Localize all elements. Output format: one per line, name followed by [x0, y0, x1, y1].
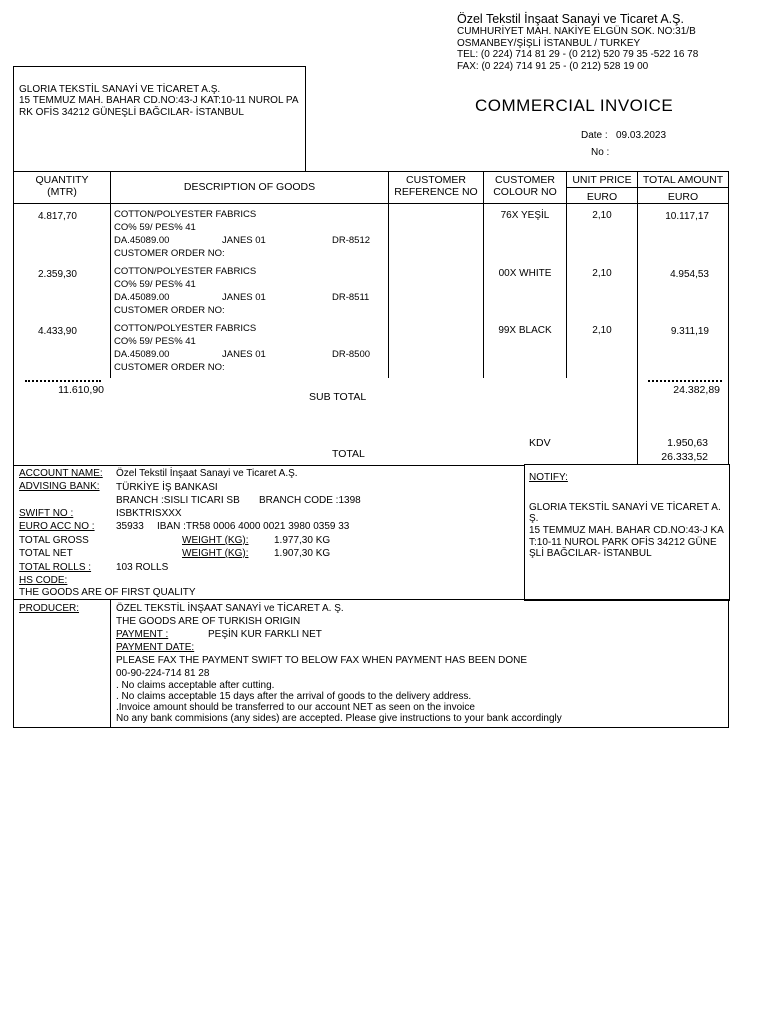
swift-label: SWIFT NO :: [19, 508, 74, 519]
item-unit-price: 2,10: [592, 325, 612, 336]
item-dr: DR-8511: [332, 292, 370, 303]
euro-subheader-line: [567, 187, 728, 188]
header-colour: CUSTOMER: [495, 174, 555, 186]
seller-tel: TEL: (0 224) 714 81 29 - (0 212) 520 79 35 -522 16 78: [457, 49, 699, 60]
item-quantity: 4.433,90: [38, 326, 77, 337]
item-unit-price: 2,10: [592, 268, 612, 279]
branch: BRANCH :SISLI TICARI SB: [116, 495, 240, 506]
item-unit-price: 2,10: [592, 210, 612, 221]
header-colour-2: COLOUR NO: [493, 186, 557, 198]
buyer-line-3: RK OFİS 34212 GÜNEŞLİ BAĞCILAR- İSTANBUL: [19, 107, 244, 118]
gross-weight-label: WEIGHT (KG):: [182, 535, 249, 546]
header-total-amount: TOTAL AMOUNT: [642, 174, 724, 186]
item-total: 10.117,17: [665, 211, 709, 222]
total-net-label: TOTAL NET: [19, 548, 73, 559]
notify-line-4: T:10-11 NUROL PARK OFİS 34212 GÜNE: [529, 537, 717, 548]
table-right-border: [728, 171, 729, 465]
gross-weight: 1.977,30 KG: [274, 535, 331, 546]
account-name: Özel Tekstil İnşaat Sanayi ve Ticaret A.Ş.: [116, 468, 298, 479]
total-rolls-label: TOTAL ROLLS :: [19, 562, 92, 573]
hs-code-label: HS CODE:: [19, 575, 68, 586]
account-no: 35933: [116, 521, 144, 532]
iban: IBAN :TR58 0006 4000 0021 3980 0359 33: [157, 521, 350, 532]
item-total: 9.311,19: [670, 326, 709, 337]
item-dr: DR-8512: [332, 235, 371, 246]
payment-label: PAYMENT :: [116, 629, 169, 640]
col-divider-qty: [110, 171, 111, 378]
header-unit-currency: EURO: [586, 191, 618, 203]
table-top-border: [13, 171, 729, 172]
buyer-line-2: 15 TEMMUZ MAH. BAHAR CD.NO:43-J KAT:10-11 NUROL PA: [19, 95, 299, 106]
details-left-border: [13, 465, 14, 727]
notify-line-5: ŞLİ BAĞCILAR- İSTANBUL: [529, 548, 652, 559]
header-reference: CUSTOMER: [406, 174, 466, 186]
advising-bank-label: ADVISING BANK:: [19, 481, 100, 492]
origin-note: THE GOODS ARE OF TURKISH ORIGIN: [116, 616, 301, 627]
fax-number: 00-90-224-714 81 28: [116, 668, 210, 679]
item-composition: CO% 59/ PES% 41: [114, 336, 196, 347]
header-total-currency: EURO: [667, 191, 699, 203]
item-colour: 00X WHITE: [498, 268, 552, 279]
notify-line-3: 15 TEMMUZ MAH. BAHAR CD.NO:43-J KA: [529, 525, 724, 536]
item-code: DA.45089.00: [114, 235, 170, 246]
net-weight: 1.907,30 KG: [274, 548, 331, 559]
notify-line-1: GLORIA TEKSTİL SANAYİ VE TİCARET A.: [529, 502, 721, 513]
total-label: TOTAL: [332, 448, 365, 460]
producer-label: PRODUCER:: [19, 603, 80, 614]
kdv-amount: 1.950,63: [667, 437, 708, 449]
amount-dotted-rule: [648, 380, 722, 382]
kdv-label: KDV: [529, 437, 551, 449]
subtotal-label: SUB TOTAL: [309, 391, 367, 403]
item-colour: 99X BLACK: [498, 325, 552, 336]
claims-note-2: . No claims acceptable 15 days after the arrival of goods to the delivery address.: [116, 691, 472, 702]
item-janes: JANES 01: [222, 235, 266, 246]
bank-commission-note: No any bank commisions (any sides) are accepted. Please give instructions to your bank accordingly: [116, 713, 562, 724]
seller-name: Özel Tekstil İnşaat Sanayi ve Ticaret A.Ş.: [457, 12, 684, 26]
item-janes: JANES 01: [222, 349, 266, 360]
item-order: CUSTOMER ORDER NO:: [114, 248, 225, 259]
item-dr: DR-8500: [332, 349, 371, 360]
qty-dotted-rule: [25, 380, 101, 382]
item-description: COTTON/POLYESTER FABRICS: [114, 266, 257, 277]
table-header-bottom: [13, 203, 729, 204]
item-quantity: 2.359,30: [38, 269, 77, 280]
item-code: DA.45089.00: [114, 349, 170, 360]
seller-address-1: CUMHURİYET MAH. NAKİYE ELGÜN SOK. NO:31/B: [457, 26, 696, 37]
seller-address-2: OSMANBEY/ŞİŞLİ İSTANBUL / TURKEY: [457, 38, 641, 49]
total-gross-label: TOTAL GROSS: [19, 535, 89, 546]
total-rolls: 103 ROLLS: [116, 562, 169, 573]
header-reference-2: REFERENCE NO: [394, 186, 478, 198]
quality-note: THE GOODS ARE OF FIRST QUALITY: [19, 587, 196, 598]
col-divider-desc: [388, 171, 389, 378]
total-amount: 26.333,52: [661, 451, 708, 463]
date-label: Date :: [581, 130, 608, 141]
notify-line-2: Ş.: [529, 513, 539, 524]
invoice-title: COMMERCIAL INVOICE: [475, 96, 674, 115]
item-colour: 76X YEŞİL: [500, 210, 550, 221]
item-description: COTTON/POLYESTER FABRICS: [114, 209, 257, 220]
item-janes: JANES 01: [222, 292, 266, 303]
item-total: 4.954,53: [670, 269, 709, 280]
item-order: CUSTOMER ORDER NO:: [114, 305, 225, 316]
details-divider: [110, 599, 111, 727]
buyer-line-1: GLORIA TEKSTİL SANAYİ VE TİCARET A.Ş.: [19, 84, 221, 95]
payment-terms: PEŞİN KUR FARKLI NET: [208, 629, 322, 640]
item-composition: CO% 59/ PES% 41: [114, 222, 196, 233]
branch-code: BRANCH CODE :1398: [259, 495, 361, 506]
subtotal-amount: 24.382,89: [673, 384, 720, 396]
account-name-label: ACCOUNT NAME:: [19, 468, 103, 479]
producer-name: ÖZEL TEKSTİL İNŞAAT SANAYİ ve TİCARET A. Ş.: [116, 603, 344, 614]
header-unit-price: UNIT PRICE: [572, 174, 632, 186]
bank-name: TÜRKİYE İŞ BANKASI: [116, 482, 218, 493]
seller-fax: FAX: (0 224) 714 91 25 - (0 212) 528 19 00: [457, 61, 649, 72]
item-description: COTTON/POLYESTER FABRICS: [114, 323, 257, 334]
table-left-border: [13, 171, 14, 465]
item-code: DA.45089.00: [114, 292, 170, 303]
details-top-line: [13, 465, 525, 466]
transfer-note: .Invoice amount should be transferred to our account NET as seen on the invoice: [116, 702, 475, 713]
notify-label: NOTIFY:: [529, 472, 568, 483]
item-order: CUSTOMER ORDER NO:: [114, 362, 225, 373]
swift-no: ISBKTRISXXX: [116, 508, 182, 519]
invoice-date: 09.03.2023: [616, 130, 667, 141]
euro-acc-label: EURO ACC NO :: [19, 521, 95, 532]
item-quantity: 4.817,70: [38, 211, 77, 222]
payment-date-label: PAYMENT DATE:: [116, 642, 195, 653]
item-composition: CO% 59/ PES% 41: [114, 279, 196, 290]
header-quantity-unit: (MTR): [47, 186, 77, 198]
header-description: DESCRIPTION OF GOODS: [183, 181, 316, 193]
details-right-border: [728, 599, 729, 727]
claims-note-1: . No claims acceptable after cutting.: [116, 680, 275, 691]
invoice-no-label: No :: [591, 147, 610, 158]
net-weight-label: WEIGHT (KG):: [182, 548, 249, 559]
quantity-total: 11.610,90: [58, 384, 104, 396]
header-quantity: QUANTITY: [35, 174, 89, 186]
fax-note: PLEASE FAX THE PAYMENT SWIFT TO BELOW FAX WHEN PAYMENT HAS BEEN DONE: [116, 655, 528, 666]
details-bottom-line: [13, 727, 729, 728]
